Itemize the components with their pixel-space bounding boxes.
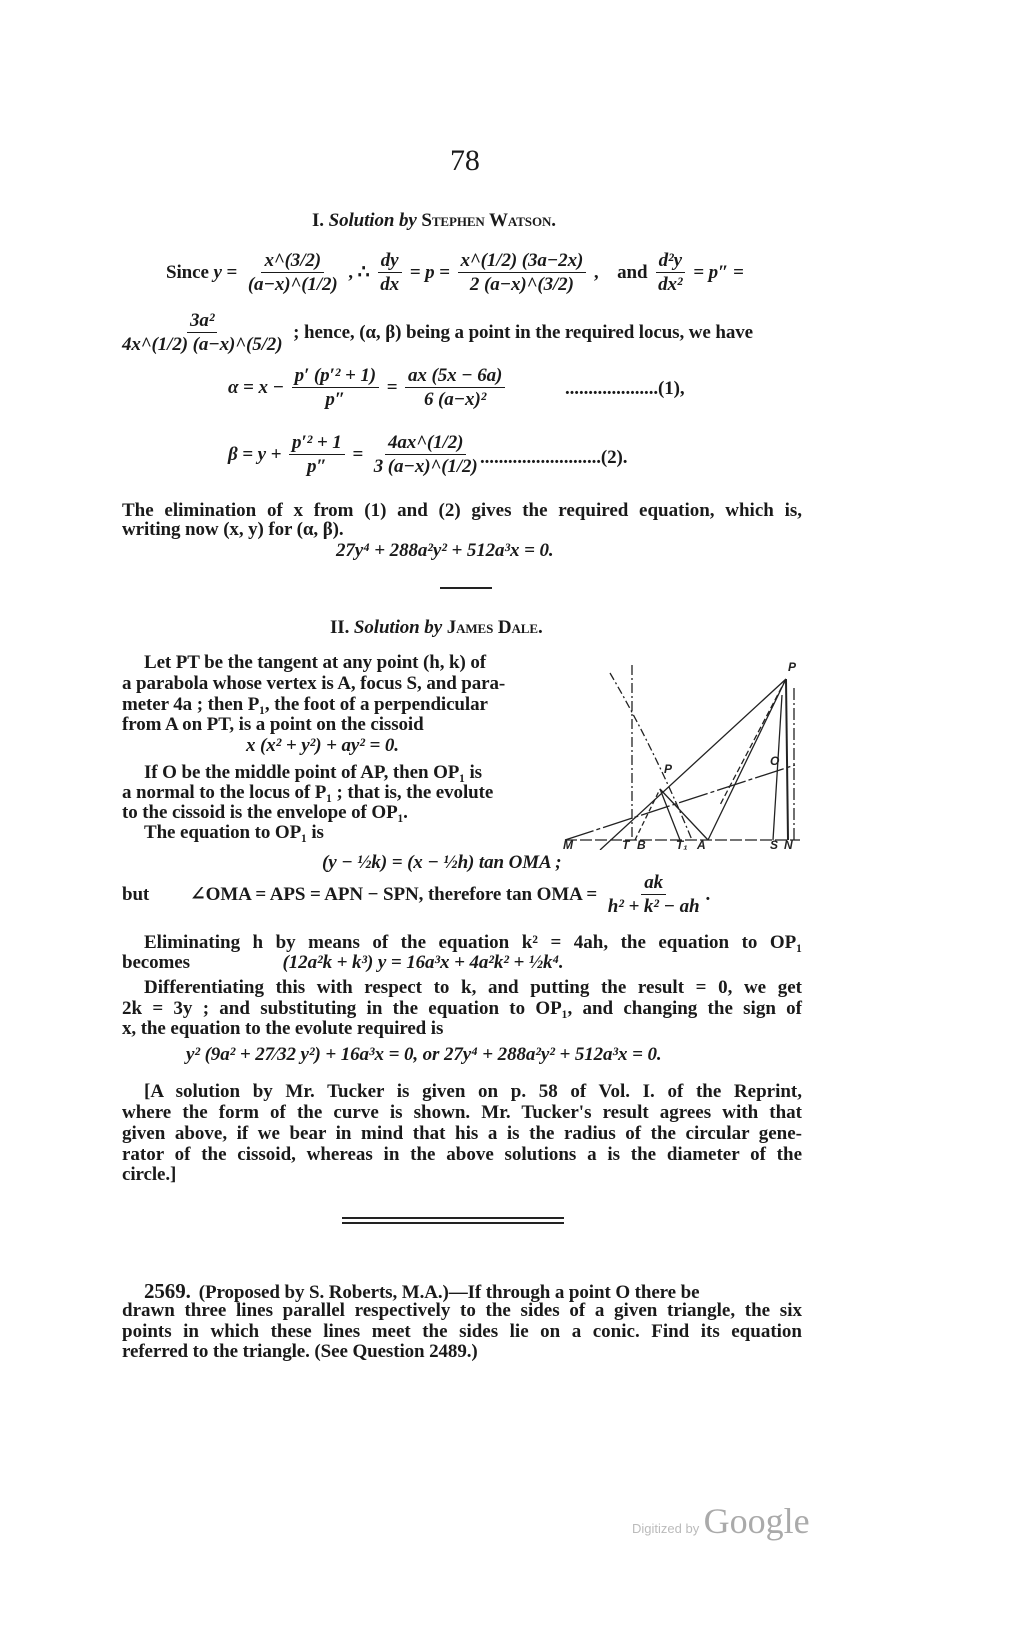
text-line: a normal to the locus of P₁ ; that is, the evolute: [122, 782, 494, 803]
equals: =: [386, 376, 398, 398]
alpha-lhs: α = x −: [228, 376, 284, 398]
label-s: S: [770, 838, 779, 850]
cissoid-curve: [610, 673, 692, 840]
p-fraction: [458, 250, 587, 297]
numerator: 4ax^(1/2): [385, 432, 466, 455]
page-number: 78: [450, 144, 480, 177]
line-n: [786, 679, 788, 840]
label-o: O: [770, 754, 780, 768]
denominator: 3 (a−x)^(1/2): [373, 456, 478, 477]
numerator: dy: [378, 250, 402, 273]
double-rule-bottom: [342, 1222, 564, 1224]
denominator: p″: [306, 456, 327, 477]
text-line: x, the equation to the evolute required is: [122, 1018, 444, 1039]
equation-tag-1: ....................(1),: [565, 378, 685, 399]
beta-equation: [228, 432, 484, 479]
elimination-line-2: writing now (x, y) for (α, β).: [122, 519, 344, 540]
text-line: to the cissoid is the envelope of OP₁.: [122, 802, 408, 823]
denominator: (a−x)^(1/2): [247, 274, 338, 295]
text-line: from A on PT, is a point on the cissoid: [122, 714, 424, 735]
equals: =: [352, 443, 364, 465]
heading-prefix: I.: [312, 210, 324, 231]
and: , and: [593, 261, 648, 283]
numerator: x^(3/2): [261, 250, 324, 273]
since-label: Since: [166, 261, 209, 283]
solution2-heading: [330, 617, 543, 639]
hence-line: [116, 310, 753, 357]
text-line: drawn three lines parallel respectively to the sides of a given triangle, the six: [122, 1300, 802, 1321]
equation-tag-2: ..........................(2).: [480, 447, 628, 468]
label-p1: P: [664, 762, 673, 776]
op1-equation: (y − ½k) = (x − ½h) tan OMA ;: [322, 852, 562, 873]
denominator: dx²: [658, 274, 683, 295]
denominator: h² + k² − ah: [607, 896, 700, 917]
beta-fraction-2: [371, 432, 481, 479]
result-equation: 27y⁴ + 288a²y² + 512a³x = 0.: [336, 540, 554, 561]
section-divider: [440, 587, 492, 589]
text-line: given above, if we bear in mind that his a is the radius of the circular gene-: [122, 1123, 802, 1144]
hence-text: ; hence, (α, β) being a point in the required locus, we have: [293, 321, 753, 343]
heading-author: Stephen Watson.: [421, 210, 556, 231]
heading-by: Solution by: [328, 210, 417, 231]
therefore: , ∴: [348, 261, 370, 283]
numerator: x^(1/2) (3a−2x): [458, 250, 587, 273]
elimination-equation: (12a²k + k³) y = 16a³x + 4a²k² + ½k⁴.: [282, 952, 564, 973]
heading-author: James Dale.: [446, 617, 543, 638]
text-line: (Proposed by S. Roberts, M.A.)—If through a point O there be: [198, 1282, 700, 1303]
double-rule-top: [342, 1217, 564, 1219]
text-line: where the form of the curve is shown. Mr. Tucker's result agrees with that: [122, 1102, 802, 1123]
text-line: referred to the triangle. (See Question 2489.): [122, 1341, 478, 1362]
since-equation: [166, 250, 744, 297]
numerator: p′² + 1: [289, 432, 345, 455]
eliminating-line: Eliminating h by means of the equation k² = 4ah, the equation to OP₁: [144, 932, 802, 953]
label-a: A: [697, 838, 706, 850]
beta-fraction-1: [289, 432, 345, 479]
google-watermark: [632, 1500, 810, 1542]
alpha-fraction-2: [405, 365, 505, 412]
text-line: If O be the middle point of AP, then OP₁ is: [144, 762, 482, 783]
y-fraction: [245, 250, 341, 297]
numerator: 3a²: [187, 310, 217, 333]
denominator: 4x^(1/2) (a−x)^(5/2): [122, 334, 283, 355]
becomes-label: becomes: [122, 952, 190, 973]
numerator: p′ (p′² + 1): [292, 365, 379, 388]
denominator: 6 (a−x)²: [423, 389, 487, 410]
cissoid-equation: x (x² + y²) + ay² = 0.: [246, 735, 399, 756]
text-line: points in which these lines meet the sides lie on a conic. Find its equation: [122, 1321, 802, 1342]
denominator: 2 (a−x)^(3/2): [469, 274, 574, 295]
solution1-heading: [312, 210, 556, 232]
line-p1-a: [660, 789, 708, 840]
google-logo: Google: [703, 1501, 810, 1541]
angle-equation: [122, 872, 710, 919]
final-equation: y² (9a² + 27⁄32 y²) + 16a³x = 0, or 27y⁴ + 288a²y² + 512a³x = 0.: [186, 1044, 662, 1065]
numerator: ak: [641, 872, 666, 895]
label-b: B: [637, 838, 646, 850]
heading-prefix: II.: [330, 617, 350, 638]
label-m: M: [563, 838, 573, 850]
elimination-line-1: The elimination of x from (1) and (2) gives the required equation, which is,: [122, 500, 802, 521]
numerator: d²y: [656, 250, 685, 273]
dy-dx-fraction: [377, 250, 402, 297]
denominator: p″: [325, 389, 346, 410]
angle-eq: ∠OMA = APS = APN − SPN, therefore tan OMA =: [189, 883, 598, 905]
becomes-line: [122, 952, 564, 974]
alpha-equation: [228, 365, 508, 412]
question-number: 2569.: [144, 1279, 191, 1303]
label-p: P: [788, 660, 797, 674]
p2-fraction: [119, 310, 285, 357]
period: .: [705, 883, 711, 905]
text-line: rator of the cissoid, whereas in the above solutions a is the diameter of the: [122, 1144, 802, 1165]
tan-fraction: [605, 872, 703, 919]
text-line: circle.]: [122, 1164, 177, 1185]
denominator: dx: [380, 274, 400, 295]
label-t: T: [622, 838, 630, 850]
y-eq: y =: [213, 261, 238, 283]
line-p1-t1: [660, 789, 680, 840]
beta-lhs: β = y +: [228, 443, 282, 465]
text-line: 2k = 3y ; and substituting in the equation to OP₁, and changing the sign of: [122, 998, 802, 1019]
eq-p: = p =: [409, 261, 450, 283]
text-line: Let PT be the tangent at any point (h, k) of: [144, 652, 487, 673]
parabola-diagram: [560, 655, 810, 850]
but-label: but: [122, 883, 150, 905]
numerator: ax (5x − 6a): [405, 365, 505, 388]
heading-by: Solution by: [353, 617, 443, 638]
text-line: Differentiating this with respect to k, and putting the result = 0, we get: [144, 977, 802, 998]
text-line: [A solution by Mr. Tucker is given on p. 58 of Vol. I. of the Reprint,: [144, 1081, 802, 1102]
eq-p2: = p″ =: [693, 261, 744, 283]
text-line: The equation to OP₁ is: [144, 822, 324, 843]
d2y-fraction: [655, 250, 685, 297]
alpha-fraction-1: [292, 365, 379, 412]
text-line: meter 4a ; then P₁, the foot of a perpendicular: [122, 694, 488, 715]
text-line: a parabola whose vertex is A, focus S, and para-: [122, 673, 506, 694]
label-t1: T₁: [676, 838, 688, 850]
watermark-prefix: Digitized by: [632, 1521, 700, 1536]
label-n: N: [784, 838, 793, 850]
